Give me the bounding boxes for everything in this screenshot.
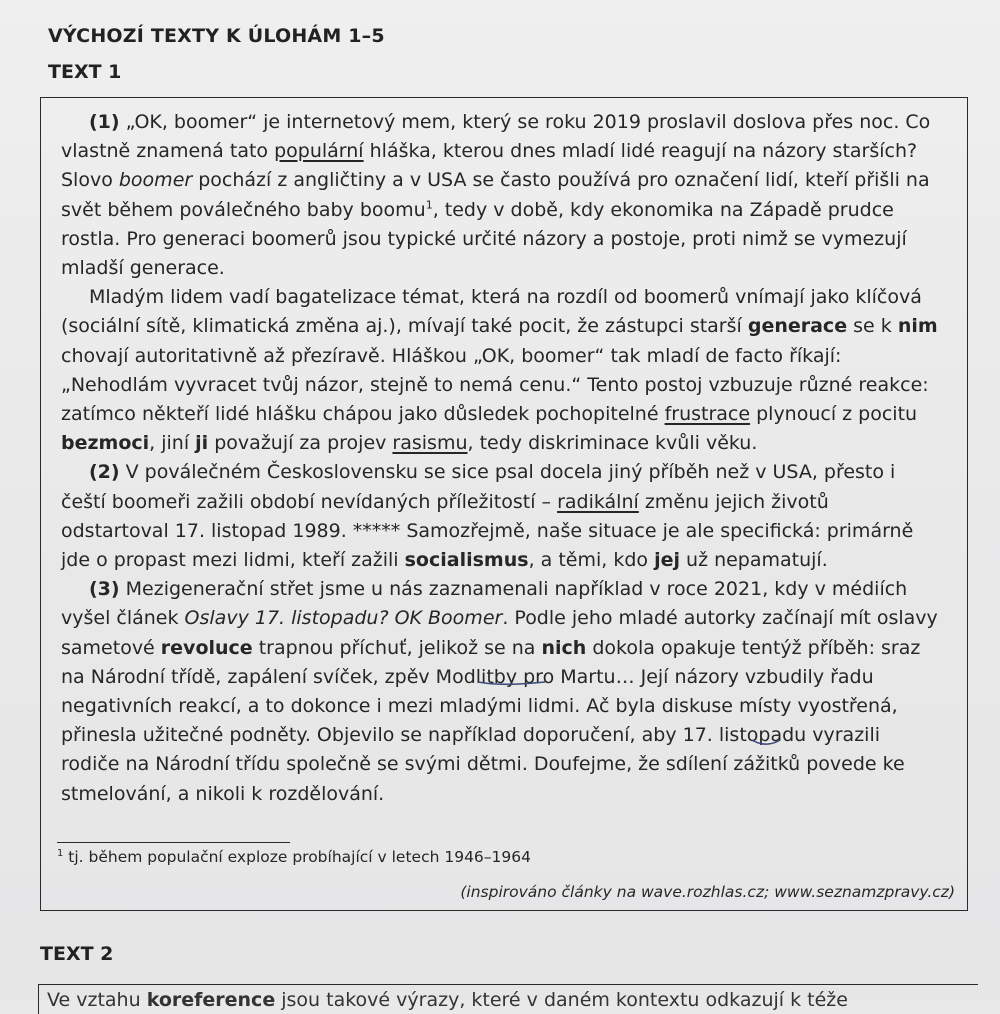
text2-partial-line: Ve vztahu koreference jsou takové výrazy, které v daném kontextu odkazují k téže bbox=[47, 989, 848, 1011]
bold-word: nim bbox=[897, 315, 938, 338]
text1-box bbox=[40, 97, 968, 911]
text2-box bbox=[38, 984, 978, 1014]
footnote: $^1$ tj. během populační exploze probíhající v letech 1946–1964 bbox=[57, 847, 531, 866]
bold-word: socialismus bbox=[404, 549, 529, 572]
section-heading: VÝCHOZÍ TEXTY K ÚLOHÁM 1–5 bbox=[48, 25, 385, 47]
paragraph-2: Mladým lidem vadí bagatelizace témat, která na rozdíl od boomerů vnímají jako klíčová (sociální sítě, klimatická změna aj.), mívají také pocit, že zástupci starší generace se k nim chovají autoritativně až přezíravě. Hláškou „OK, boomer“ tak mladí de facto říkají: „Nehodlám vyvracet tvůj názor, stejně to nemá cenu.“ Tento postoj vzbuzuje různé reakce: zatímco někteří lidé hlášku chápou jako důsledek pochopitelné frustrace plynoucí z pocitu bezmoci, jiní ji považují za projev rasismu, tedy diskriminace kvůli věku. bbox=[61, 286, 938, 455]
underlined-word: populární bbox=[274, 140, 364, 163]
bold-word: bezmoci bbox=[61, 432, 150, 455]
paragraph-number: (2) bbox=[89, 461, 120, 484]
source-citation: (inspirováno články na wave.rozhlas.cz; www.seznamzpravy.cz) bbox=[460, 883, 955, 901]
paragraph-3: (2) V poválečném Československu se sice psal docela jiný příběh než v USA, přesto i čeští boomeři zažili období nevídaných příležitostí – radikální změnu jejich životů odstartoval 17. listopad 1989. ***** Samozřejmě, naše situace je ale specifická: primárně jde o propast mezi lidmi, kteří zažili socialismus, a těmi, kdo jej už nepamatují. bbox=[61, 461, 914, 572]
underlined-word: radikální bbox=[557, 490, 639, 513]
bold-word: generace bbox=[747, 315, 848, 338]
italic-word: boomer bbox=[118, 169, 193, 192]
text1-content bbox=[61, 108, 941, 809]
text1-label: TEXT 1 bbox=[48, 61, 122, 83]
paragraph-1: (1) „OK, boomer“ je internetový mem, který se roku 2019 proslavil doslova přes noc. Co vlastně znamená tato populární hláška, kterou dnes mladí lidé reagují na názory starších? Slovo boomer pochází z angličtiny a v USA se často používá pro označení lidí, kteří přišli na svět během poválečného baby boomu$^1$, tedy v době, kdy ekonomika na Západě prudce rostla. Pro generaci boomerů jsou typické určité názory a postoje, proti nimž se vymezují mladší generace. bbox=[61, 111, 931, 280]
underlined-word: frustrace bbox=[664, 403, 751, 426]
bold-word: revoluce bbox=[160, 636, 253, 659]
paragraph-number: (3) bbox=[89, 578, 120, 601]
bold-word: ji bbox=[195, 432, 209, 455]
paragraph-4: (3) Mezigenerační střet jsme u nás zaznamenali například v roce 2021, kdy v médiích vyšel článek Oslavy 17. listopadu? OK Boomer. Podle jeho mladé autorky začínají mít oslavy sametové revoluce trapnou příchuť, jelikož se na nich dokola opakuje tentýž příběh: sraz na Národní třídě, zapálení svíček, zpěv Modlitby pro Martu… Její názory vzbudily řadu negativních reakcí, a to dokonce i mezi mladými lidmi. Ač byla diskuse místy vyostřená, přinesla užitečné podněty. Objevilo se například doporučení, aby 17. listopadu vyrazili rodiče na Národní třídu společně se svými dětmi. Doufejme, že sdílení zážitků povede ke stmelování, a nikoli k rozdělování. bbox=[61, 578, 938, 805]
text2-label: TEXT 2 bbox=[40, 943, 114, 965]
bold-word: jej bbox=[654, 549, 680, 572]
bold-word: koreference bbox=[146, 989, 276, 1011]
paragraph-number: (1) bbox=[89, 111, 120, 133]
underlined-word: rasismu bbox=[392, 432, 468, 455]
bold-word: nich bbox=[541, 636, 587, 659]
footnote-ref: 1 bbox=[425, 198, 433, 212]
italic-title: Oslavy 17. listopadu? OK Boomer bbox=[184, 607, 503, 630]
footnote-divider bbox=[57, 842, 290, 843]
